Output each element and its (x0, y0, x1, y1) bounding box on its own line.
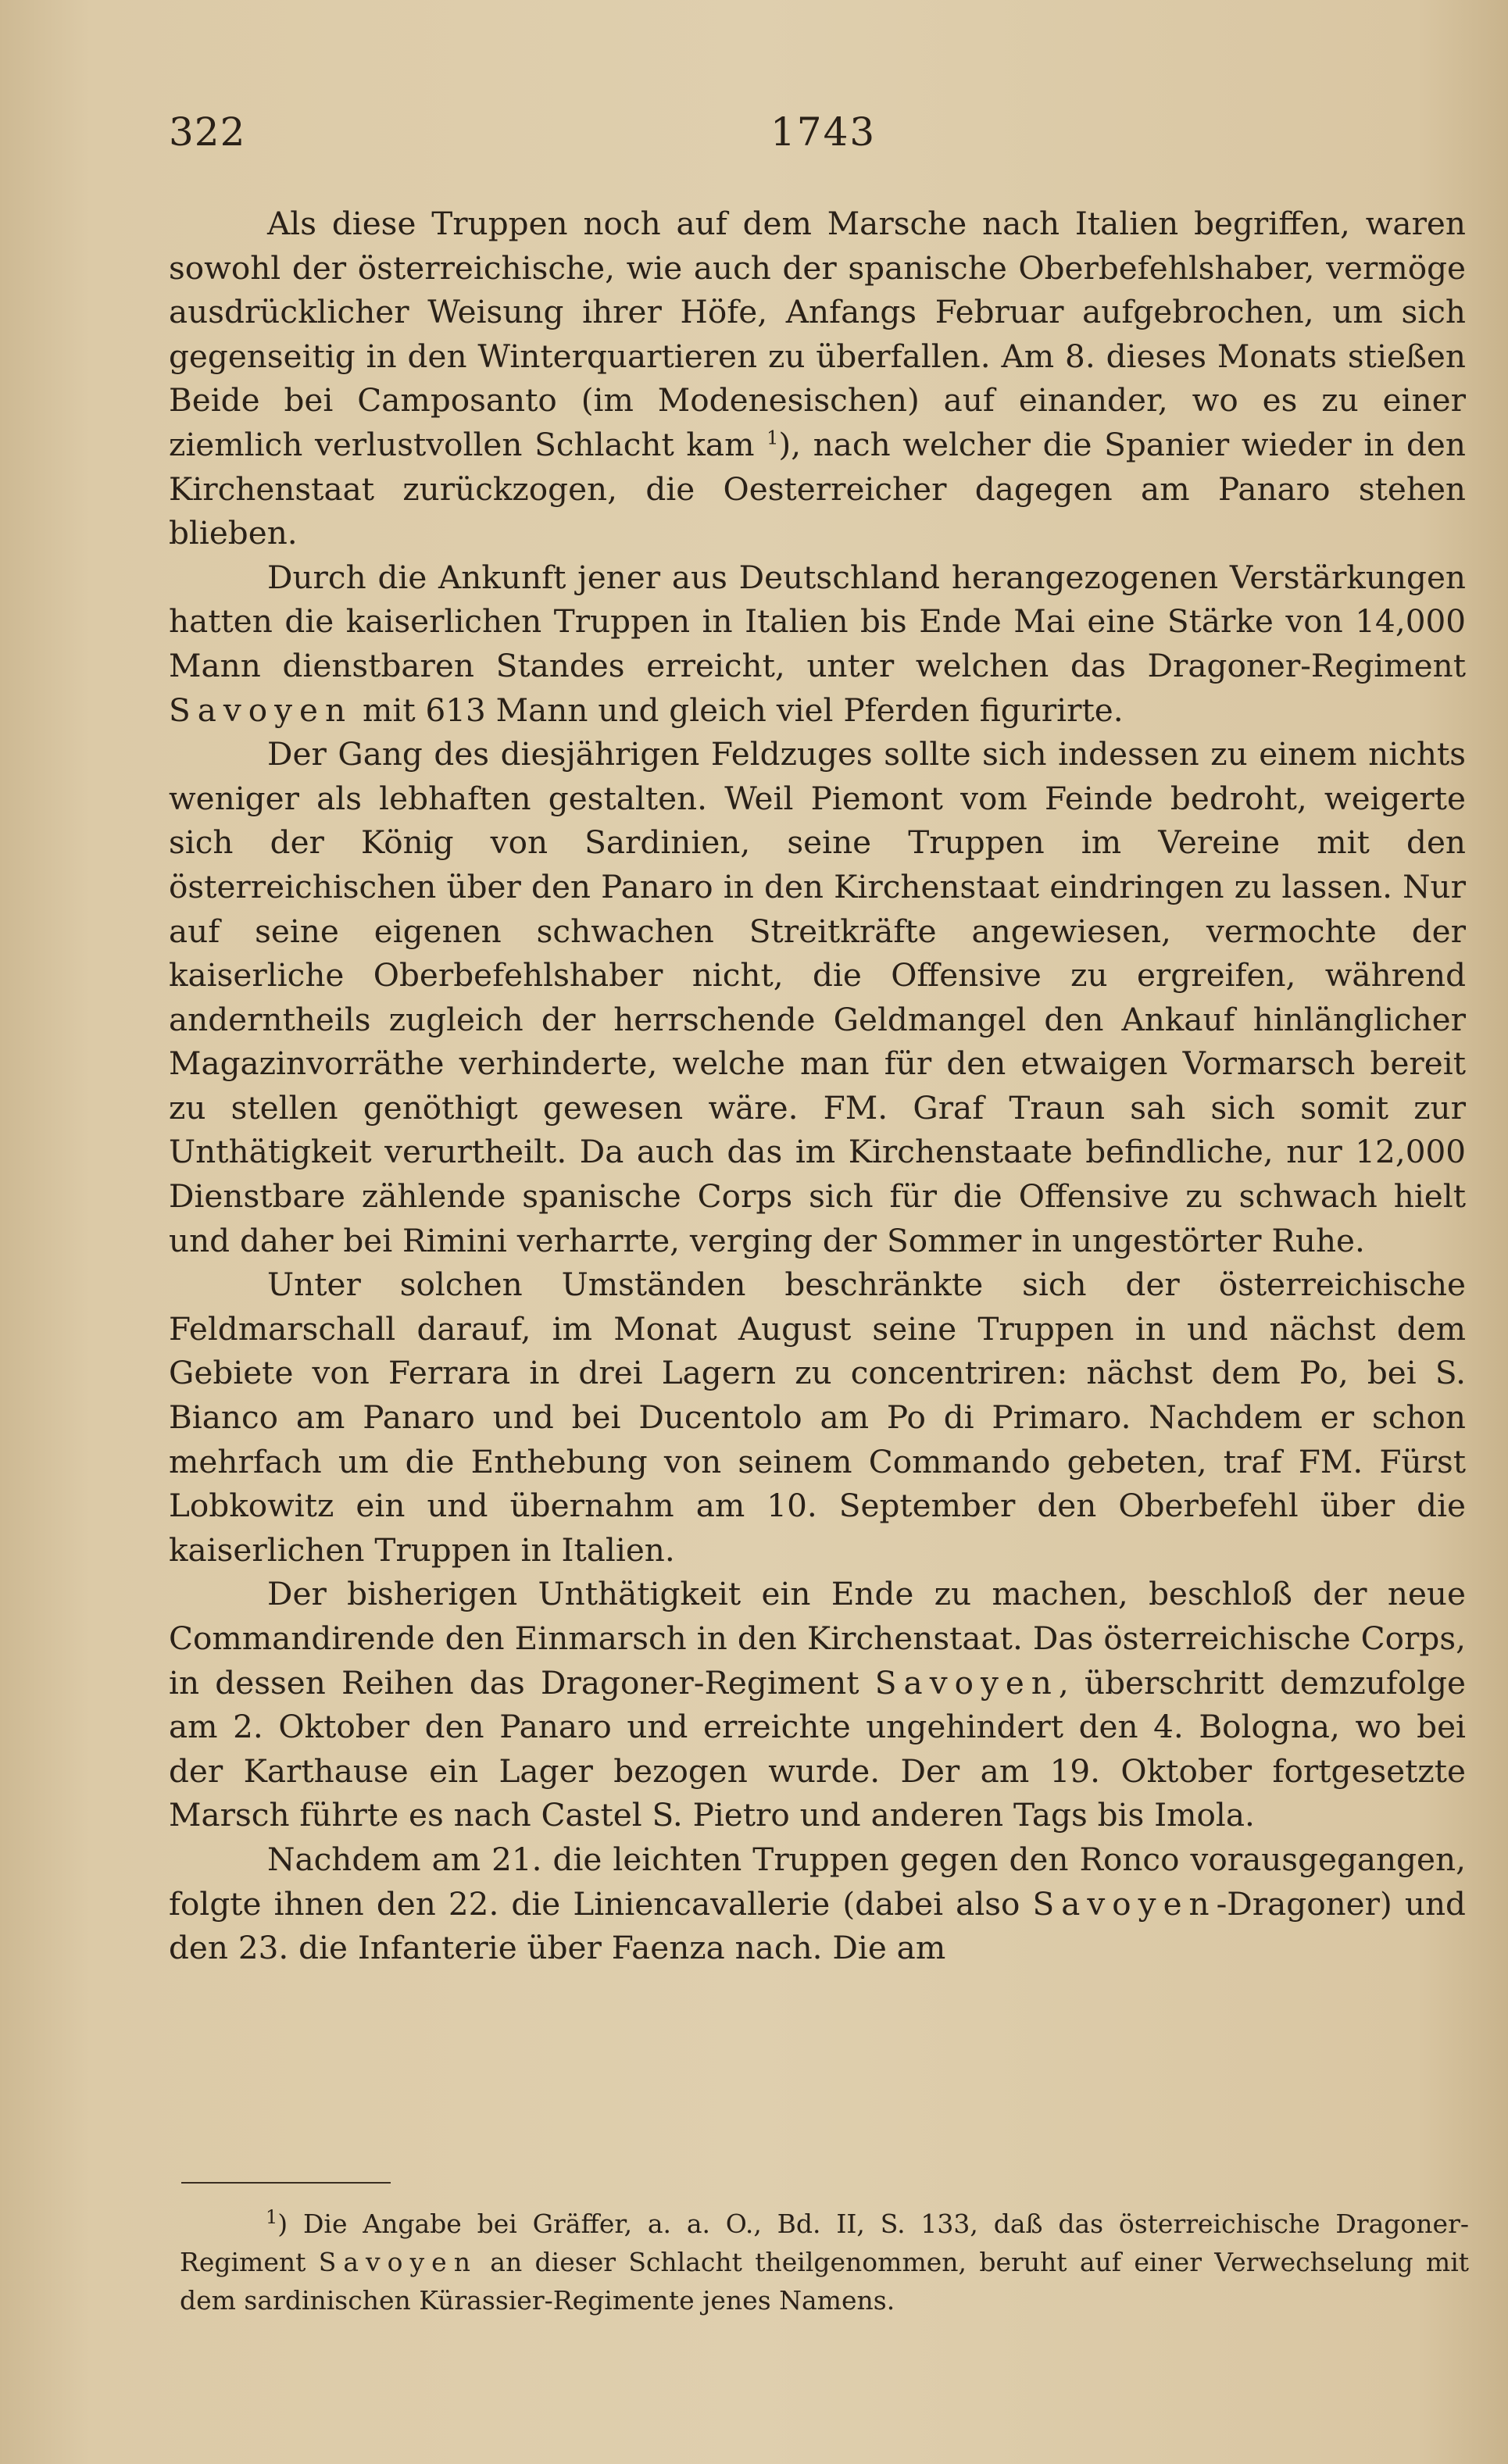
paragraph-5 (169, 1572, 1466, 1837)
paragraph-text: Der bisherigen Unthätigkeit ein Ende zu machen, beschloß der neue Commandirende den Einmarsch in den Kirchenstaat. Das österreichische Corps, in dessen Reihen das Dragoner-Regiment (169, 1575, 1466, 1702)
paragraph-1 (169, 202, 1466, 555)
paragraph-text: -Dragoner) und den 23. die Infanterie über Faenza nach. Die am (169, 1884, 1466, 1967)
footnote-number: 1 (266, 2206, 278, 2228)
paragraph-text: mit 613 Mann und gleich viel Pferden figurirte. (362, 691, 1124, 729)
running-head-year: 1743 (770, 109, 877, 155)
regiment-name: Savoyen (1032, 1884, 1217, 1923)
regiment-name: Savoyen (874, 1663, 1059, 1702)
paragraph-text: Durch die Ankunft jener aus Deutschland herangezogenen Verstärkungen hatten die kaiserlichen Truppen in Italien bis Ende Mai eine Stärke von 14,000 Mann dienstbaren Standes erreicht, unter welchen das Dragoner-Regiment (169, 558, 1466, 684)
page-header (169, 109, 1466, 164)
footnote-text: ) Die Angabe bei Gräffer, a. a. O., Bd. II, S. 133, daß das österreichische Dragoner-Regiment (180, 2209, 1469, 2277)
page-number: 322 (169, 109, 246, 155)
paragraph-2 (169, 555, 1466, 732)
paragraph-text: Nachdem am 21. die leichten Truppen gegen den Ronco vorausgegangen, folgte ihnen den 22. die Liniencavallerie (dabei also (169, 1840, 1466, 1923)
footnote-text: an dieser Schlacht theilgenommen, beruht auf einer Verwechselung mit dem sardinischen Kürassier-Regimente jenes Namens. (180, 2247, 1470, 2316)
footnote-section (180, 2205, 1469, 2319)
footnote-reference: 1 (767, 427, 779, 449)
regiment-name: Savoyen (318, 2247, 477, 2277)
paragraph-text: ), nach welcher die Spanier wieder in den Kirchenstaat zurückzogen, die Oesterreicher dagegen am Panaro stehen blieben. (169, 425, 1466, 552)
regiment-name: Savoyen (169, 691, 353, 729)
paragraph-text: , überschritt demzufolge am 2. Oktober den Panaro und erreichte ungehindert den 4. Bologna, wo bei der Karthause ein Lager bezogen wurde. Der am 19. Oktober fortgesetzte Marsch führte es nach Castel S. Pietro und anderen Tags bis Imola. (169, 1663, 1467, 1834)
footnote-divider (181, 2182, 391, 2184)
paragraph-text: Als diese Truppen noch auf dem Marsche nach Italien begriffen, waren sowohl der österreichische, wie auch der spanische Oberbefehlshaber, vermöge ausdrücklicher Weisung ihrer Höfe, Anfangs Februar aufgebrochen, um sich gegenseitig in den Winterquartieren zu überfallen. Am 8. dieses Monats stießen Beide bei Camposanto (im Modenesischen) auf einander, wo es zu einer ziemlich verlustvollen Schlacht kam (169, 205, 1466, 463)
footnote-1 (180, 2205, 1469, 2319)
paragraph-3: Der Gang des diesjährigen Feldzuges sollte sich indessen zu einem nichts weniger als lebhaften gestalten. Weil Piemont vom Feinde bedroht, weigerte sich der König von Sardinien, seine Truppen im Vereine mit den österreichischen über den Panaro in den Kirchenstaat eindringen zu lassen. Nur auf seine eigenen schwachen Streitkräfte angewiesen, vermochte der kaiserliche Oberbefehlshaber nicht, die Offensive zu ergreifen, während anderntheils zugleich der herrschende Geldmangel den Ankauf hinlänglicher Magazinvorräthe verhinderte, welche man für den etwaigen Vormarsch bereit zu stellen genöthigt gewesen wäre. FM. Graf Traun sah sich somit zur Unthätigkeit verurtheilt. Da auch das im Kirchenstaate befindliche, nur 12,000 Dienstbare zählende spanische Corps sich für die Offensive zu schwach hielt und daher bei Rimini verharrte, verging der Sommer in ungestörter Ruhe. (169, 735, 1466, 1259)
paragraph-4: Unter solchen Umständen beschränkte sich der österreichische Feldmarschall darauf, im Monat August seine Truppen in und nächst dem Gebiete von Ferrara in drei Lagern zu concentriren: nächst dem Po, bei S. Bianco am Panaro und bei Ducentolo am Po di Primaro. Nachdem er schon mehrfach um die Enthebung von seinem Commando gebeten, traf FM. Fürst Lobkowitz ein und übernahm am 10. September den Oberbefehl über die kaiserlichen Truppen in Italien. (169, 1266, 1466, 1569)
main-text (169, 202, 1466, 1970)
paragraph-6 (169, 1837, 1466, 1970)
